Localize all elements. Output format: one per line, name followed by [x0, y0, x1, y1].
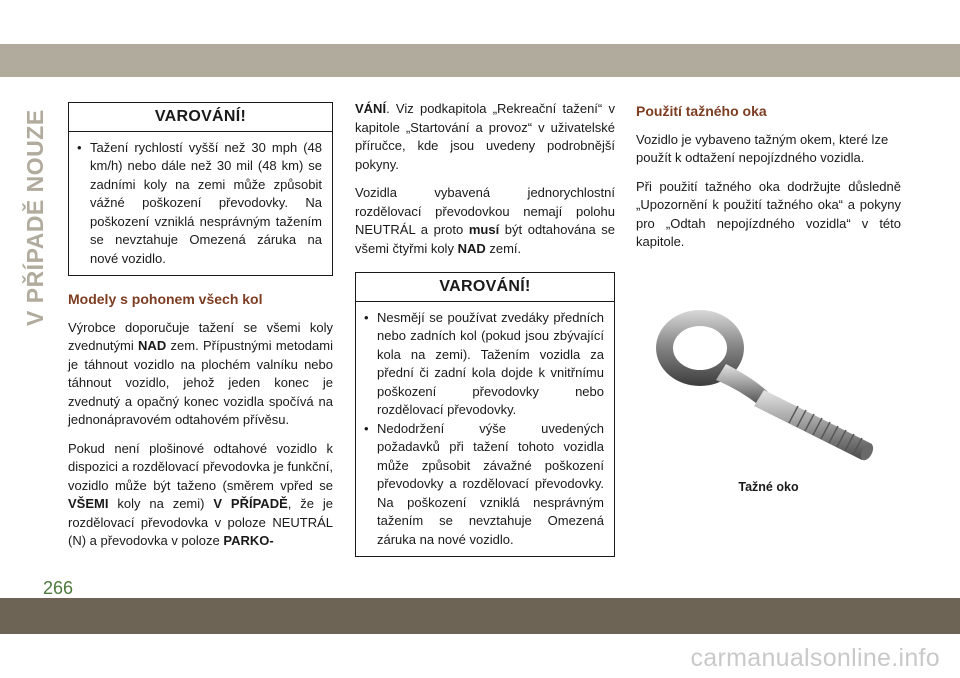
bottom-band: [0, 598, 960, 634]
tow-eye-illustration: [648, 288, 898, 468]
bullet-icon: •: [364, 309, 369, 325]
chapter-side-title: V PŘÍPADĚ NOUZE: [22, 109, 48, 326]
bullet-icon: •: [77, 139, 82, 155]
bullet-icon: •: [364, 420, 369, 436]
column-1: [68, 102, 333, 561]
column-2: [355, 100, 615, 557]
warning-body: [69, 132, 332, 276]
paragraph: Pokud není plošinové odtahové vozidlo k dispozici a rozdělovací převodovka je funkční, vozidlo může být taženo (směrem vpřed se VŠEMI koly na zemi) V PŘÍPADĚ, že je rozdělovací převodovka v poloze NEUTRÁL (N) a převodovka v poloze PARKO-: [68, 440, 333, 548]
watermark: carmanualsonline.info: [690, 644, 940, 672]
warning-item: [364, 420, 604, 550]
section-heading-awd: Modely s pohonem všech kol: [68, 291, 263, 307]
paragraph: Výrobce doporučuje tažení se všemi koly zvednutými NAD zem. Přípustnými metodami je táhnout vozidlo na plochém valníku nebo táhnout vozidlo, jehož jeden konec je zvednutý a opačný konec vozidla spočívá na jednonápravovém odtahovém přívěsu.: [68, 319, 333, 427]
warning-item: [77, 139, 322, 269]
warning-title: VAROVÁNÍ!: [69, 103, 332, 132]
paragraph: Vozidla vybavená jednorychlostní rozdělovací převodovkou nemají polohu NEUTRÁL a proto musí být odtahována se všemi čtyřmi koly NAD zemí.: [355, 185, 615, 256]
warning-item-text: Nesmějí se používat zvedáky předních nebo zadních kol (pokud jsou zbývající kola na zemi). Tažením vozidla za přední či zadní kola dojde k vnitřnímu poškození převodovky nebo rozdělovací převodovky.: [377, 309, 604, 417]
tow-eye-icon: [656, 310, 876, 462]
section-heading-tow-eye: Použití tažného oka: [636, 103, 767, 119]
paragraph: Vozidlo je vybaveno tažným okem, které lze použít k odtažení nepojízdného vozidla.: [636, 131, 889, 165]
paragraph: Při použití tažného oka dodržujte důsledně „Upozornění k použití tažného oka“ a pokyny pro „Odtah nepojízdného vozidla“ v této kapitole.: [636, 178, 901, 249]
paragraph: VÁNÍ. Viz podkapitola „Rekreační tažení“ v kapitole „Startování a provoz“ v uživatelské příručce, kde jsou uvedeny podrobnější pokyny.: [355, 101, 615, 172]
figure-caption: Tažné oko: [738, 480, 799, 494]
warning-item-text: Nedodržení výše uvedených požadavků při tažení tohoto vozidla může způsobit závažné poškození převodovky a rozdělovací převodovky. Na poškození vzniklá nesprávným tažením se nevztahuje Omezená záruka na nové vozidlo.: [377, 420, 604, 547]
warning-body: [356, 302, 614, 557]
top-band: [0, 44, 960, 77]
warning-item: [364, 309, 604, 420]
page-number: 266: [43, 578, 74, 598]
warning-item-text: Tažení rychlostí vyšší než 30 mph (48 km/h) nebo dále než 30 mil (48 km) se zadními koly na zemi může způsobit vážné poškození převodovky. Na poškození vzniklá nesprávným tažením se nevztahuje Omezená záruka na nové vozidlo.: [90, 139, 322, 266]
warning-box-1: [68, 102, 333, 276]
column-3: [636, 102, 901, 262]
warning-title: VAROVÁNÍ!: [356, 273, 614, 302]
warning-box-2: [355, 272, 615, 557]
